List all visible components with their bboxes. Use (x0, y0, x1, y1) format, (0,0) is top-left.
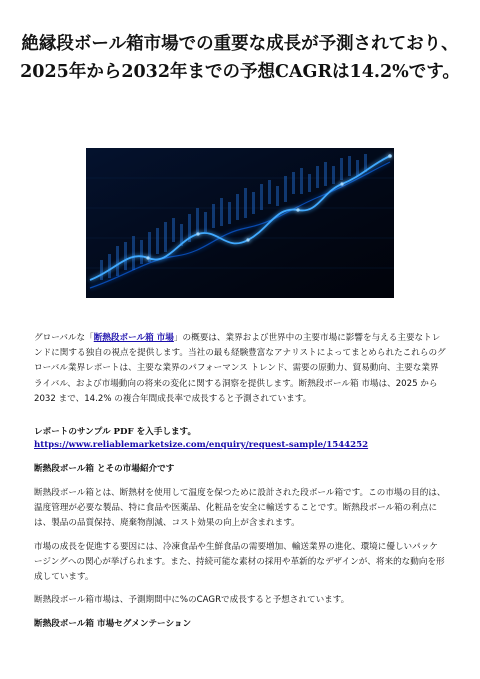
growth-line-illustration (86, 148, 394, 298)
growth-factors-paragraph: 市場の成長を促進する要因には、冷凍食品や生鮮食品の需要増加、輸送業界の進化、環境に優しいパッケージングへの関心が挙げられます。また、持続可能な素材の採用や革新的なデザインが、将来的な動向を形成しています。 (34, 542, 445, 583)
page-title: 絶縁段ボール箱市場での重要な成長が予測されており、2025年から2032年までの予想CAGRは14.2%です。 (20, 34, 460, 82)
intro-prefix: グローバルな「 (34, 333, 94, 343)
section-heading-intro: 断熱段ボール箱 とその市場紹介です (34, 464, 175, 474)
definition-paragraph: 断熱段ボール箱とは、断熱材を使用して温度を保つために設計された段ボール箱です。この市場の目的は、温度管理が必要な製品、特に食品や医薬品、化粧品を安全に輸送することです。断熱段ボール箱の利点には、製品の品質保持、廃棄物削減、コスト効果の向上が含まれます。 (34, 488, 446, 529)
cagr-paragraph: 断熱段ボール箱市場は、予測期間中に%のCAGRで成長すると予想されています。 (34, 595, 350, 605)
market-link[interactable]: 断熱段ボール箱 市場 (93, 333, 174, 343)
sample-link[interactable]: https://www.reliablemarketsize.com/enquiry/request-sample/1544252 (34, 440, 369, 450)
sample-label: レポートのサンプル PDF を入手します。 (34, 427, 197, 437)
hero-growth-image (86, 148, 394, 298)
intro-paragraph (34, 331, 446, 407)
intro-body: 」の概要は、業界および世界中の主要市場に影響を与える主要なトレンドに関する独自の視点を提供します。当社の最も経験豊富なアナリストによってまとめられたこれらのグローバル業界レポートは、主要な業界のパフォーマンス トレンド、需要の原動力、貿易動向、主要な業界ライバル、および市場動向の将来の変化に関する洞察を提供します。断熱段ボール箱 市場は、2025 から 2032 まで、14.2% の複合年間成長率で成長すると予測されています。 (34, 333, 446, 404)
section-heading-segmentation: 断熱段ボール箱 市場セグメンテーション (34, 619, 192, 629)
sample-request (34, 426, 446, 452)
